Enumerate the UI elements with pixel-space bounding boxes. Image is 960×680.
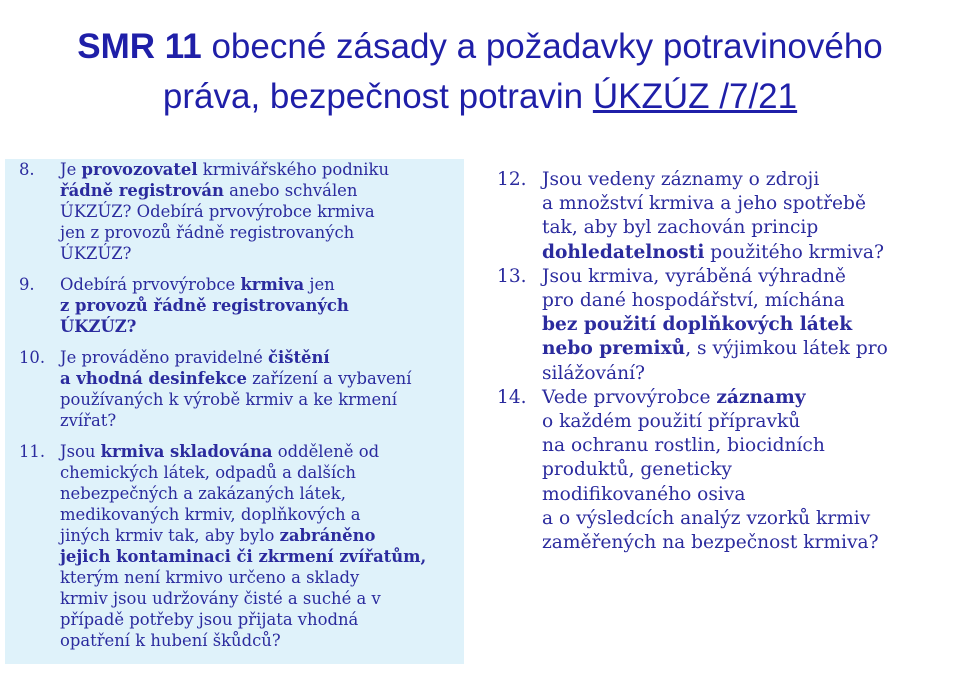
bold-text: čištění — [268, 348, 330, 367]
text-segment: produktů, geneticky — [542, 459, 732, 481]
title-line-1 — [0, 22, 960, 72]
title-line-2 — [0, 72, 960, 122]
item-line — [60, 525, 464, 546]
item-line — [542, 337, 960, 361]
title-rest-part: obecné zásady a požadavky potravinového — [201, 27, 883, 66]
bold-text: bez použití doplňkových látek — [542, 314, 853, 336]
text-segment: jen — [304, 275, 335, 294]
text-segment: nebezpečných a zakázaných látek, — [60, 484, 346, 503]
item-text — [5, 441, 464, 651]
text-segment: jen z provozů řádně registrovaných — [60, 223, 355, 242]
item-number: 12. — [497, 169, 527, 190]
item-line — [542, 168, 960, 192]
text-segment: případě potřeby jsou přijata vhodná — [60, 610, 359, 629]
text-segment: zařízení a vybavení — [246, 369, 412, 388]
checklist-item — [5, 159, 464, 264]
item-line — [60, 243, 464, 264]
item-line — [60, 588, 464, 609]
text-segment: medikovaných krmiv, doplňkových a — [60, 505, 361, 524]
checklist-item — [490, 168, 960, 265]
item-line — [60, 410, 464, 431]
bold-text: nebo premixů — [542, 338, 686, 360]
item-line — [542, 362, 960, 386]
item-line — [60, 567, 464, 588]
text-segment: Je prováděno pravidelné — [60, 348, 269, 367]
text-segment: Jsou — [60, 442, 101, 461]
item-line — [542, 241, 960, 265]
checklist-item — [490, 265, 960, 386]
text-segment: na ochranu rostlin, biocidních — [542, 435, 825, 457]
item-line — [60, 295, 464, 316]
item-line — [542, 531, 960, 555]
item-number: 13. — [497, 265, 527, 287]
item-text — [490, 168, 960, 265]
item-line — [60, 368, 464, 389]
bold-text: jejich kontaminaci či zkrmení zvířatům, — [60, 547, 427, 566]
text-segment: zvířat? — [60, 411, 117, 430]
bold-text: zabráněno — [279, 526, 376, 545]
item-line — [542, 410, 960, 434]
item-line — [542, 458, 960, 482]
item-line — [60, 222, 464, 243]
text-segment: používaných k výrobě krmiv a ke krmení — [60, 390, 398, 409]
text-segment: odděleně od — [272, 442, 380, 461]
item-text — [490, 386, 960, 555]
text-segment: použitého krmiva? — [704, 241, 884, 263]
item-number: 9. — [19, 275, 35, 294]
text-segment: Jsou krmiva, vyráběná výhradně — [542, 265, 846, 287]
item-line — [542, 265, 960, 289]
checklist-item — [5, 347, 464, 431]
item-line — [60, 546, 464, 567]
text-segment: krmiv jsou udržovány čisté a suché a v — [60, 589, 381, 608]
text-segment: opatření k hubení škůdců? — [60, 631, 281, 650]
bold-text: dohledatelnosti — [542, 241, 705, 263]
item-line — [60, 462, 464, 483]
item-number: 11. — [19, 442, 46, 461]
item-line — [60, 316, 464, 337]
item-number: 8. — [19, 160, 35, 179]
item-line — [542, 483, 960, 507]
bold-text: ÚKZÚZ? — [60, 317, 137, 336]
text-segment: chemických látek, odpadů a dalších — [60, 463, 356, 482]
bold-text: záznamy — [716, 386, 806, 408]
bold-text: krmiva skladována — [100, 442, 273, 461]
text-segment: silážování? — [542, 362, 645, 384]
item-line — [60, 347, 464, 368]
item-number: 14. — [497, 386, 527, 408]
text-segment: anebo schválen — [223, 181, 358, 200]
bold-text: řádně registrován — [60, 181, 224, 200]
checklist-item — [490, 386, 960, 555]
title-prefix: práva, bezpečnost potravin — [162, 77, 593, 116]
text-segment: Odebírá prvovýrobce — [60, 275, 241, 294]
slide-title — [0, 22, 960, 122]
item-text — [490, 265, 960, 386]
text-segment: o každém použití přípravků — [542, 411, 801, 433]
text-segment: krmivářského podniku — [197, 160, 390, 179]
text-segment: , s výjimkou látek pro — [685, 338, 888, 360]
item-number: 10. — [19, 348, 46, 367]
item-line — [60, 504, 464, 525]
item-line — [542, 216, 960, 240]
right-checklist-panel — [490, 168, 960, 555]
left-checklist-panel — [5, 159, 464, 664]
title-bold-part: SMR 11 — [77, 27, 202, 66]
item-text — [5, 159, 464, 264]
item-line — [542, 507, 960, 531]
item-line — [60, 609, 464, 630]
item-line — [60, 180, 464, 201]
item-text — [5, 347, 464, 431]
item-line — [542, 289, 960, 313]
item-line — [60, 483, 464, 504]
item-text — [5, 274, 464, 337]
checklist-item — [5, 441, 464, 651]
item-line — [60, 201, 464, 222]
text-segment: a o výsledcích analýz vzorků krmiv — [542, 507, 871, 529]
title-underlined-part: ÚKZÚZ /7/21 — [592, 77, 798, 116]
bold-text: z provozů řádně registrovaných — [60, 296, 349, 315]
bold-text: krmiva — [240, 275, 305, 294]
text-segment: Vede prvovýrobce — [542, 386, 717, 408]
item-line — [60, 630, 464, 651]
bold-text: provozovatel — [81, 160, 198, 179]
item-line — [542, 192, 960, 216]
item-line — [60, 159, 464, 180]
text-segment: ÚKZÚZ? Odebírá prvovýrobce krmiva — [60, 202, 375, 221]
item-line — [60, 389, 464, 410]
text-segment: pro dané hospodářství, míchána — [542, 290, 845, 312]
text-segment: kterým není krmivo určeno a sklady — [60, 568, 360, 587]
item-line — [60, 274, 464, 295]
item-line — [542, 386, 960, 410]
text-segment: jiných krmiv tak, aby bylo — [60, 526, 280, 545]
item-line — [542, 434, 960, 458]
text-segment: Je — [60, 160, 82, 179]
item-line — [60, 441, 464, 462]
item-line — [542, 313, 960, 337]
text-segment: Jsou vedeny záznamy o zdroji — [542, 169, 820, 190]
text-segment: a množství krmiva a jeho spotřebě — [542, 193, 866, 215]
text-segment: tak, aby byl zachován princip — [542, 217, 819, 239]
bold-text: a vhodná desinfekce — [60, 369, 247, 388]
text-segment: modifikovaného osiva — [542, 483, 746, 505]
text-segment: zaměřených na bezpečnost krmiva? — [542, 532, 879, 554]
checklist-item — [5, 274, 464, 337]
text-segment: ÚKZÚZ? — [60, 244, 132, 263]
